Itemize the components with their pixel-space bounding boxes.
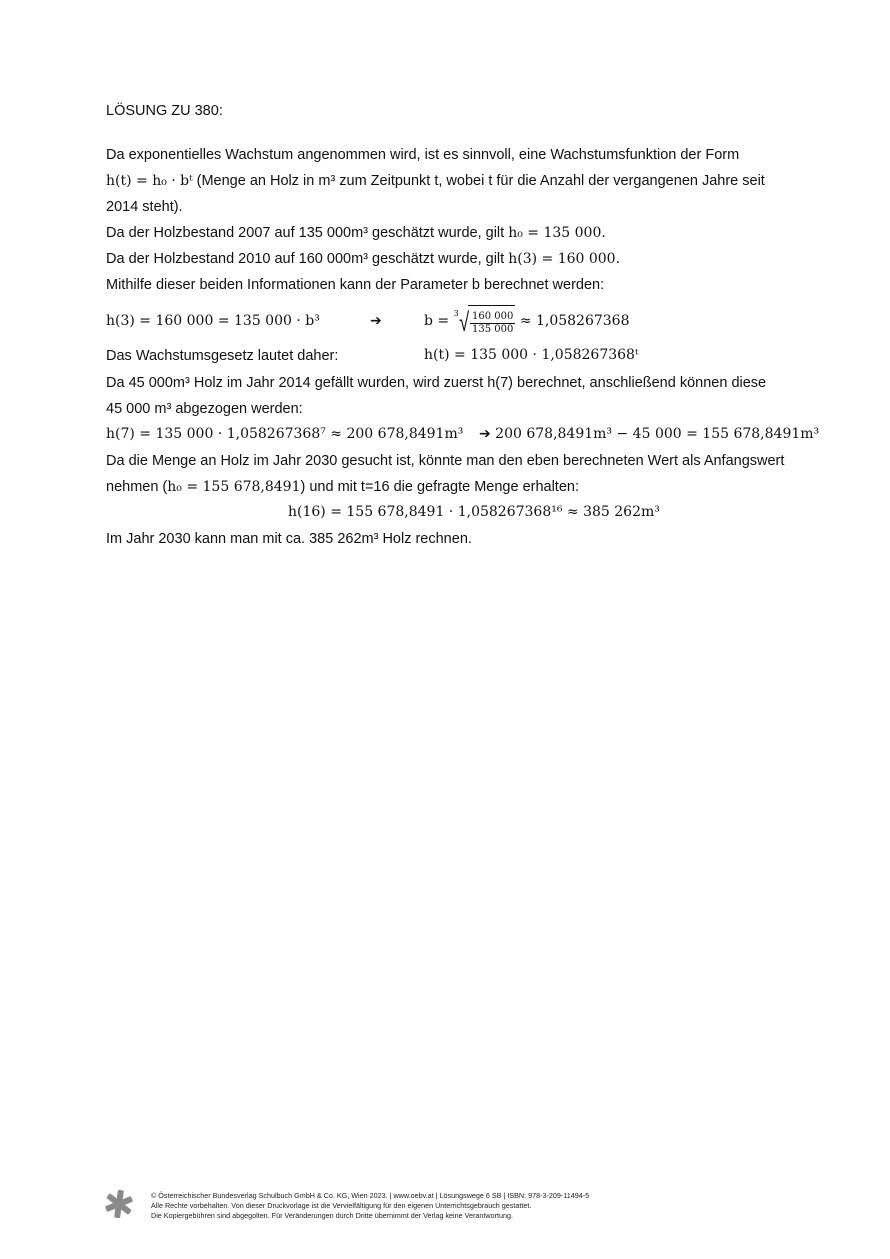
footer — [151, 1191, 589, 1220]
equation-2-left — [106, 425, 463, 443]
fraction — [470, 311, 515, 336]
conclusion: Im Jahr 2030 kann man mit ca. 385 262m³ Holz rechnen. — [106, 531, 472, 547]
growth-law — [424, 346, 638, 364]
paragraph-6-pre: nehmen ( — [106, 479, 168, 495]
h16-formula: h(16) = 155 678,8491 · 1,058267368¹⁶ ≈ 385 262m³ — [288, 504, 660, 520]
growth-function-formula: h(t) = h₀ · bᵗ — [106, 173, 193, 189]
paragraph-6-post: ) und mit t=16 die gefragte Menge erhalten: — [300, 479, 579, 495]
equation-1-left — [106, 312, 320, 330]
fraction-denominator: 135 000 — [471, 324, 514, 335]
oebv-asterisk-logo-icon — [104, 1189, 134, 1219]
growth-law-formula: h(t) = 135 000 · 1,058267368ᵗ — [424, 347, 639, 363]
paragraph-2-text: Da der Holzbestand 2007 auf 135 000m³ geschätzt wurde, gilt — [106, 225, 509, 241]
arrow-right-icon: ➔ — [479, 426, 491, 442]
b-lhs: b = — [424, 313, 454, 329]
new-h0-formula: h₀ = 155 678,8491 — [167, 479, 301, 495]
footer-line-2: Alle Rechte vorbehalten. Von dieser Druckvorlage ist die Vervielfältigung für den eigenen Unterrichtsgebrauch gestattet. — [151, 1200, 532, 1210]
paragraph-1-line-2-text: (Menge an Holz in m³ zum Zeitpunkt t, wobei t für die Anzahl der vergangenen Jahre seit — [192, 173, 765, 189]
solution-heading: LÖSUNG ZU 380: — [106, 103, 223, 119]
footer-line-3: Die Kopiergebühren sind abgegolten. Für Veränderungen durch Dritte übernimmt der Verlag keine Verantwortung. — [151, 1210, 513, 1220]
growth-law-label: Das Wachstumsgesetz lautet daher: — [106, 348, 339, 364]
equation-2-right — [479, 425, 819, 443]
equation-1-formula: h(3) = 160 000 = 135 000 · b³ — [106, 313, 320, 329]
arrow-right-icon: ➔ — [370, 313, 382, 329]
paragraph-5-line-1: Da 45 000m³ Holz im Jahr 2014 gefällt wurden, wird zuerst h(7) berechnet, anschließend können diese — [106, 375, 767, 391]
h3-formula: h(3) = 160 000. — [508, 251, 621, 267]
root-body — [468, 305, 515, 342]
paragraph-6-line-1: Da die Menge an Holz im Jahr 2030 gesucht ist, könnte man den eben berechneten Wert als Anfangswert — [106, 453, 785, 469]
paragraph-1-line-1: Da exponentielles Wachstum angenommen wird, ist es sinnvoll, eine Wachstumsfunktion der Form — [106, 147, 740, 163]
paragraph-1-line-3: 2014 steht). — [106, 199, 183, 215]
cube-root — [454, 305, 516, 342]
paragraph-1-line-2 — [106, 172, 765, 190]
equation-3 — [288, 503, 660, 521]
root-index: 3 — [453, 309, 459, 318]
paragraph-3 — [106, 250, 620, 268]
paragraph-4: Mithilfe dieser beiden Informationen kann der Parameter b berechnet werden: — [106, 277, 605, 293]
h7-formula: h(7) = 135 000 · 1,058267368⁷ ≈ 200 678,8491m³ — [106, 426, 464, 442]
paragraph-2 — [106, 224, 606, 242]
paragraph-3-text: Da der Holzbestand 2010 auf 160 000m³ geschätzt wurde, gilt — [106, 251, 509, 267]
b-approx: ≈ 1,058267368 — [515, 313, 630, 329]
footer-line-1: © Österreichischer Bundesverlag Schulbuch GmbH & Co. KG, Wien 2023. | www.oebv.at | Lösungswege 6 SB | ISBN: 978-3-209-11494-5 — [151, 1191, 590, 1200]
fraction-numerator: 160 000 — [471, 311, 514, 322]
radical-sign-icon: √ — [458, 308, 469, 338]
paragraph-5-line-2: 45 000 m³ abgezogen werden: — [106, 401, 303, 417]
equation-1-arrow — [370, 312, 382, 330]
subtraction-formula: 200 678,8491m³ − 45 000 = 155 678,8491m³ — [490, 426, 820, 442]
h0-formula: h₀ = 135 000. — [508, 225, 606, 241]
equation-1-right — [424, 303, 629, 342]
paragraph-6-line-2 — [106, 478, 579, 496]
